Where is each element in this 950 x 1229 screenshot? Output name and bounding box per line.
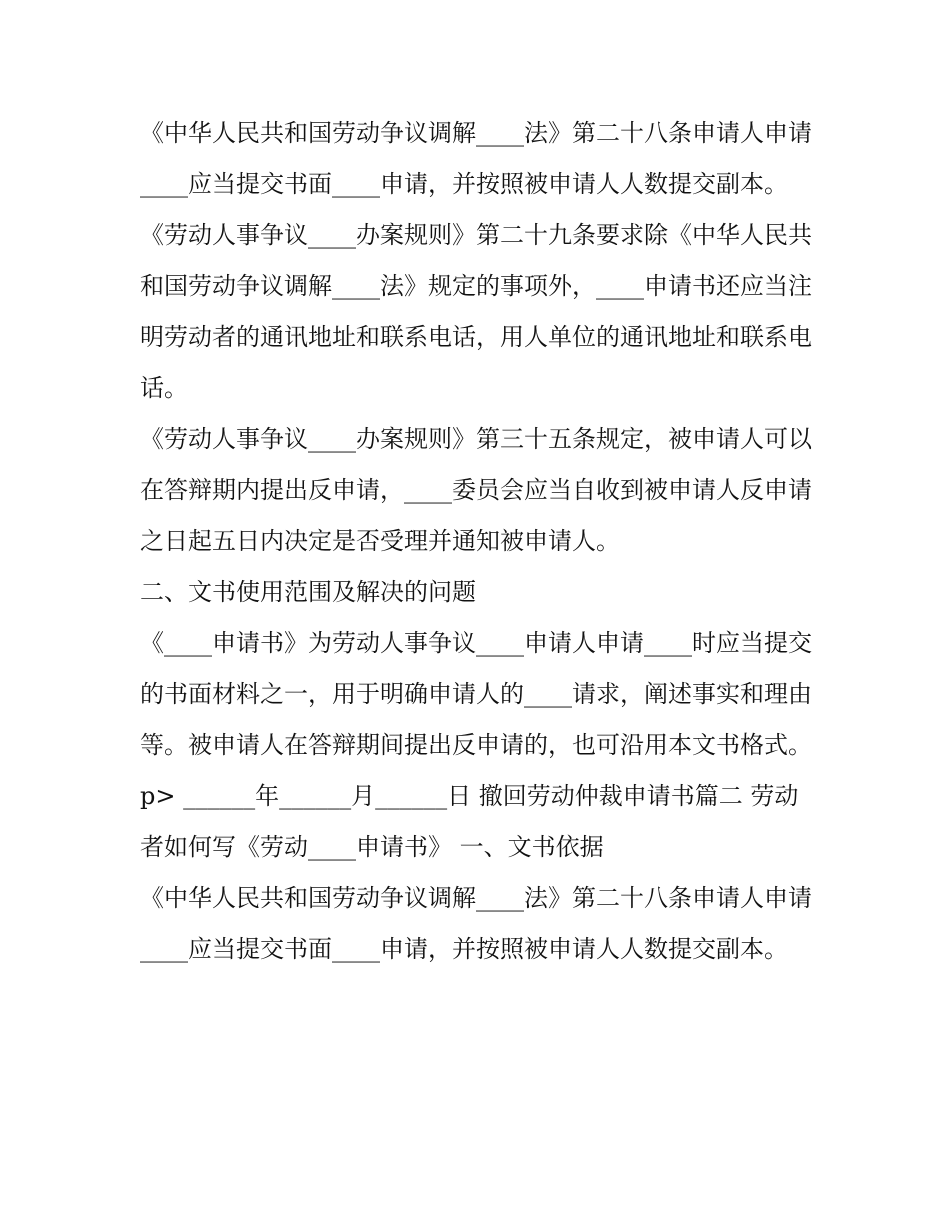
document-body <box>140 108 820 975</box>
paragraph-6: 《中华人民共和国劳动争议调解____法》第二十八条申请人申请____应当提交书面____申请，并按照被申请人人数提交副本。 <box>140 884 812 963</box>
section-heading: 二、文书使用范围及解决的问题 <box>140 578 476 606</box>
paragraph-2: 《劳动人事争议____办案规则》第二十九条要求除《中华人民共和国劳动争议调解____法》规定的事项外，____申请书还应当注明劳动者的通讯地址和联系电话，用人单位的通讯地址和联系电话。 <box>140 221 812 402</box>
paragraph-4: 《____申请书》为劳动人事争议____申请人申请____时应当提交的书面材料之一，用于明确申请人的____请求，阐述事实和理由等。被申请人在答辩期间提出反申请的，也可沿用本文书格式。 <box>140 629 812 759</box>
paragraph-5: p> ______年______月______日 撤回劳动仲裁申请书篇二 劳动者如何写《劳动____申请书》 一、文书依据 <box>140 782 799 861</box>
paragraph-3: 《劳动人事争议____办案规则》第三十五条规定，被申请人可以在答辩期内提出反申请，____委员会应当自收到被申请人反申请之日起五日内决定是否受理并通知被申请人。 <box>140 425 812 555</box>
paragraph-1: 《中华人民共和国劳动争议调解____法》第二十八条申请人申请____应当提交书面____申请，并按照被申请人人数提交副本。 <box>140 119 812 198</box>
